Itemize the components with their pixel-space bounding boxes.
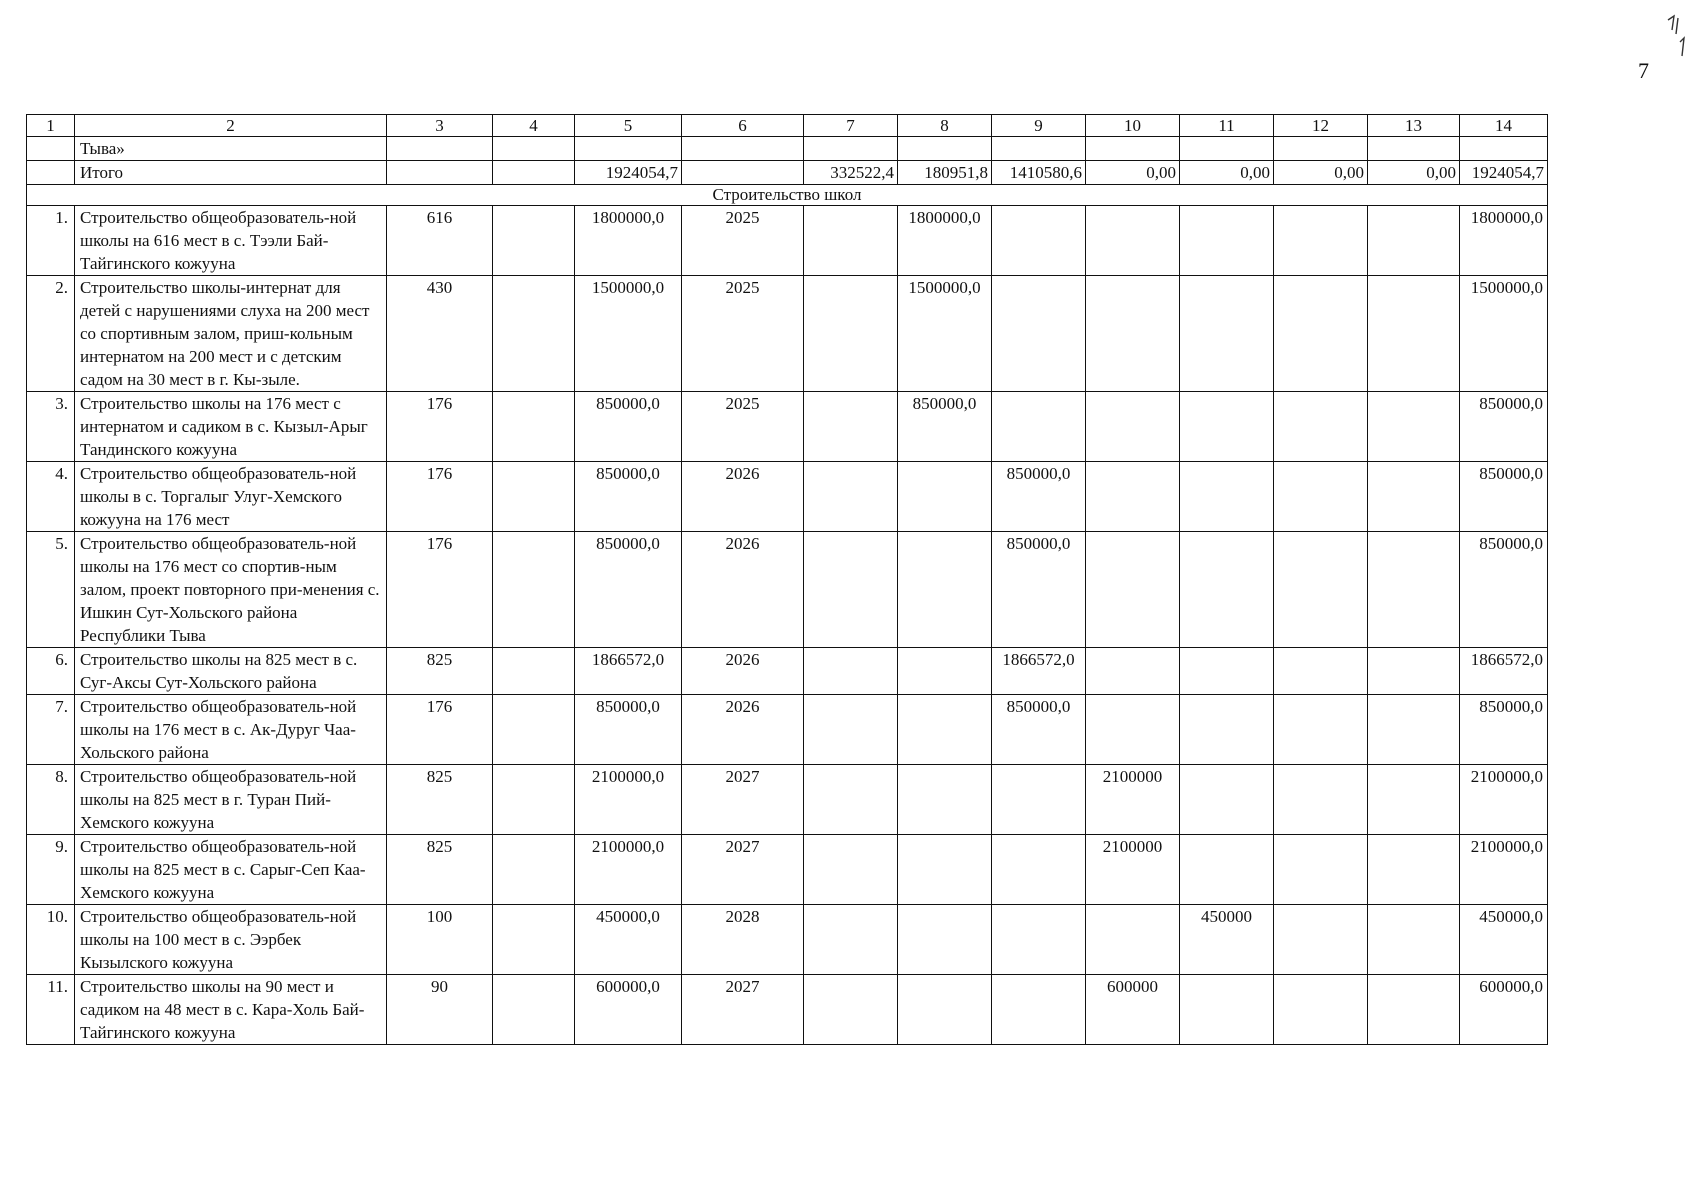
amount-2027-cell	[1086, 695, 1180, 765]
column-header-3: 3	[387, 115, 493, 137]
col-12-cell	[1274, 695, 1368, 765]
estimated-cost-cell: 850000,0	[575, 695, 682, 765]
amount-2028-cell	[1180, 835, 1274, 905]
column-header-row	[27, 115, 1548, 137]
amount-2025-cell: 1800000,0	[898, 206, 992, 276]
col-12-cell	[1274, 276, 1368, 392]
amount-2025-cell	[898, 765, 992, 835]
col-12-cell	[1274, 206, 1368, 276]
year-cell: 2027	[682, 975, 804, 1045]
year-cell: 2025	[682, 276, 804, 392]
capacity-cell: 100	[387, 905, 493, 975]
column-header-14: 14	[1460, 115, 1548, 137]
cell-empty	[387, 137, 493, 161]
totals-col-11: 0,00	[1180, 161, 1274, 185]
capacity-cell: 430	[387, 276, 493, 392]
col-12-cell	[1274, 648, 1368, 695]
table-row	[27, 206, 1548, 276]
cell-empty	[992, 137, 1086, 161]
object-name: Строительство школы на 90 мест и садиком на 48 мест в с. Кара-Холь Бай-Тайгинского кожууна	[75, 975, 387, 1045]
estimated-cost-cell: 2100000,0	[575, 765, 682, 835]
col-4-cell	[493, 975, 575, 1045]
col-4-cell	[493, 835, 575, 905]
totals-col-10: 0,00	[1086, 161, 1180, 185]
row-number: 6.	[27, 648, 75, 695]
estimated-cost-cell: 1866572,0	[575, 648, 682, 695]
amount-2028-cell	[1180, 206, 1274, 276]
row-number: 8.	[27, 765, 75, 835]
column-header-1: 1	[27, 115, 75, 137]
col-13-cell	[1368, 695, 1460, 765]
amount-2027-cell	[1086, 648, 1180, 695]
object-name: Строительство школы на 176 мест с интернатом и садиком в с. Кызыл-Арыг Тандинского кожууна	[75, 392, 387, 462]
row-number: 5.	[27, 532, 75, 648]
amount-2027-cell	[1086, 905, 1180, 975]
amount-2027-cell	[1086, 276, 1180, 392]
col-4-cell	[493, 392, 575, 462]
col-12-cell	[1274, 975, 1368, 1045]
amount-2027-cell	[1086, 206, 1180, 276]
totals-label: Итого	[75, 161, 387, 185]
row-number: 10.	[27, 905, 75, 975]
amount-2027-cell	[1086, 392, 1180, 462]
table-row	[27, 276, 1548, 392]
estimated-cost-cell: 600000,0	[575, 975, 682, 1045]
capacity-cell: 176	[387, 392, 493, 462]
capacity-cell: 176	[387, 462, 493, 532]
capacity-cell: 825	[387, 648, 493, 695]
object-name: Строительство общеобразователь-ной школы на 176 мест в с. Ак-Дуруг Чаа-Хольского района	[75, 695, 387, 765]
amount-2026-cell	[992, 975, 1086, 1045]
section-title-row	[27, 185, 1548, 206]
object-name: Строительство общеобразователь-ной школы на 616 мест в с. Тээли Бай-Тайгинского кожууна	[75, 206, 387, 276]
col-4-cell	[493, 532, 575, 648]
amount-2025-cell	[898, 695, 992, 765]
col-13-cell	[1368, 392, 1460, 462]
total-amount-cell: 1500000,0	[1460, 276, 1548, 392]
col-13-cell	[1368, 835, 1460, 905]
amount-2027-cell: 600000	[1086, 975, 1180, 1045]
col-7-cell	[804, 532, 898, 648]
totals-col-5: 1924054,7	[575, 161, 682, 185]
column-header-2: 2	[75, 115, 387, 137]
amount-2027-cell	[1086, 462, 1180, 532]
cell-empty	[27, 137, 75, 161]
col-13-cell	[1368, 765, 1460, 835]
total-amount-cell: 1800000,0	[1460, 206, 1548, 276]
col-7-cell	[804, 905, 898, 975]
col-12-cell	[1274, 392, 1368, 462]
col-4-cell	[493, 648, 575, 695]
capacity-cell: 90	[387, 975, 493, 1045]
column-header-12: 12	[1274, 115, 1368, 137]
capacity-cell: 616	[387, 206, 493, 276]
column-header-9: 9	[992, 115, 1086, 137]
amount-2026-cell	[992, 392, 1086, 462]
table-row	[27, 695, 1548, 765]
amount-2028-cell	[1180, 392, 1274, 462]
object-name: Строительство общеобразователь-ной школы на 100 мест в с. Ээрбек Кызылского кожууна	[75, 905, 387, 975]
amount-2025-cell	[898, 905, 992, 975]
handwritten-mark	[1664, 12, 1688, 62]
row-number: 1.	[27, 206, 75, 276]
estimated-cost-cell: 450000,0	[575, 905, 682, 975]
table-row	[27, 765, 1548, 835]
total-amount-cell: 850000,0	[1460, 695, 1548, 765]
total-amount-cell: 850000,0	[1460, 462, 1548, 532]
total-amount-cell: 450000,0	[1460, 905, 1548, 975]
row-number: 11.	[27, 975, 75, 1045]
col-4-cell	[493, 462, 575, 532]
col-7-cell	[804, 835, 898, 905]
amount-2027-cell: 2100000	[1086, 765, 1180, 835]
estimated-cost-cell: 850000,0	[575, 462, 682, 532]
col-13-cell	[1368, 532, 1460, 648]
totals-col-7: 332522,4	[804, 161, 898, 185]
year-cell: 2028	[682, 905, 804, 975]
totals-col-12: 0,00	[1274, 161, 1368, 185]
estimated-cost-cell: 2100000,0	[575, 835, 682, 905]
total-amount-cell: 600000,0	[1460, 975, 1548, 1045]
amount-2026-cell: 850000,0	[992, 532, 1086, 648]
table-row	[27, 462, 1548, 532]
row-number: 2.	[27, 276, 75, 392]
table-row	[27, 835, 1548, 905]
amount-2026-cell: 850000,0	[992, 462, 1086, 532]
totals-col-9: 1410580,6	[992, 161, 1086, 185]
amount-2025-cell: 850000,0	[898, 392, 992, 462]
col-12-cell	[1274, 835, 1368, 905]
row-number: 4.	[27, 462, 75, 532]
row-number: 7.	[27, 695, 75, 765]
capacity-cell: 825	[387, 765, 493, 835]
table-row	[27, 532, 1548, 648]
column-header-7: 7	[804, 115, 898, 137]
total-amount-cell: 850000,0	[1460, 392, 1548, 462]
col-12-cell	[1274, 765, 1368, 835]
estimated-cost-cell: 1500000,0	[575, 276, 682, 392]
col-13-cell	[1368, 206, 1460, 276]
col-13-cell	[1368, 276, 1460, 392]
continuation-row	[27, 137, 1548, 161]
cell-empty	[575, 137, 682, 161]
object-name: Строительство общеобразователь-ной школы на 825 мест в г. Туран Пий-Хемского кожууна	[75, 765, 387, 835]
col-12-cell	[1274, 462, 1368, 532]
cell-empty	[493, 137, 575, 161]
column-header-5: 5	[575, 115, 682, 137]
cell-empty	[804, 137, 898, 161]
year-cell: 2027	[682, 835, 804, 905]
row-number: 9.	[27, 835, 75, 905]
object-name: Строительство школы на 825 мест в с. Суг-Аксы Сут-Хольского района	[75, 648, 387, 695]
amount-2025-cell	[898, 532, 992, 648]
col-7-cell	[804, 462, 898, 532]
estimated-cost-cell: 850000,0	[575, 392, 682, 462]
totals-col-6	[682, 161, 804, 185]
capacity-cell: 176	[387, 532, 493, 648]
cell-empty	[1086, 137, 1180, 161]
amount-2028-cell	[1180, 532, 1274, 648]
amount-2026-cell	[992, 276, 1086, 392]
col-7-cell	[804, 765, 898, 835]
object-name: Строительство общеобразователь-ной школы на 825 мест в с. Сарыг-Сеп Каа-Хемского кожууна	[75, 835, 387, 905]
column-header-11: 11	[1180, 115, 1274, 137]
totals-col-13: 0,00	[1368, 161, 1460, 185]
col-7-cell	[804, 206, 898, 276]
amount-2028-cell	[1180, 765, 1274, 835]
capacity-cell: 825	[387, 835, 493, 905]
col-4-cell	[493, 276, 575, 392]
amount-2025-cell	[898, 975, 992, 1045]
col-12-cell	[1274, 532, 1368, 648]
amount-2026-cell	[992, 206, 1086, 276]
table-row	[27, 648, 1548, 695]
amount-2028-cell	[1180, 462, 1274, 532]
year-cell: 2027	[682, 765, 804, 835]
schools-construction-table	[26, 114, 1548, 1045]
capacity-cell: 176	[387, 695, 493, 765]
amount-2025-cell	[898, 648, 992, 695]
amount-2028-cell	[1180, 695, 1274, 765]
year-cell: 2026	[682, 695, 804, 765]
column-header-10: 10	[1086, 115, 1180, 137]
col-13-cell	[1368, 905, 1460, 975]
table-row	[27, 975, 1548, 1045]
year-cell: 2025	[682, 392, 804, 462]
year-cell: 2026	[682, 648, 804, 695]
col-12-cell	[1274, 905, 1368, 975]
amount-2025-cell	[898, 462, 992, 532]
col-4-cell	[493, 695, 575, 765]
cell-empty	[898, 137, 992, 161]
totals-col-14: 1924054,7	[1460, 161, 1548, 185]
column-header-8: 8	[898, 115, 992, 137]
column-header-13: 13	[1368, 115, 1460, 137]
amount-2028-cell	[1180, 276, 1274, 392]
year-cell: 2026	[682, 532, 804, 648]
amount-2026-cell	[992, 765, 1086, 835]
year-cell: 2026	[682, 462, 804, 532]
col-7-cell	[804, 695, 898, 765]
page-number: 7	[1638, 58, 1649, 83]
year-cell: 2025	[682, 206, 804, 276]
column-header-4: 4	[493, 115, 575, 137]
cell-empty	[1180, 137, 1274, 161]
total-amount-cell: 850000,0	[1460, 532, 1548, 648]
total-amount-cell: 1866572,0	[1460, 648, 1548, 695]
totals-col-4	[493, 161, 575, 185]
section-title: Строительство школ	[27, 185, 1548, 206]
totals-col-8: 180951,8	[898, 161, 992, 185]
column-header-6: 6	[682, 115, 804, 137]
col-4-cell	[493, 905, 575, 975]
amount-2026-cell: 850000,0	[992, 695, 1086, 765]
col-7-cell	[804, 648, 898, 695]
col-13-cell	[1368, 648, 1460, 695]
amount-2025-cell	[898, 835, 992, 905]
cell-empty	[27, 161, 75, 185]
col-13-cell	[1368, 975, 1460, 1045]
amount-2026-cell: 1866572,0	[992, 648, 1086, 695]
estimated-cost-cell: 1800000,0	[575, 206, 682, 276]
table-row	[27, 905, 1548, 975]
amount-2028-cell	[1180, 975, 1274, 1045]
object-name: Строительство школы-интернат для детей с нарушениями слуха на 200 мест со спортивным залом, приш-кольным интернатом на 200 мест и с детским садом на 30 мест в г. Кы-зыле.	[75, 276, 387, 392]
col-4-cell	[493, 765, 575, 835]
cell-empty	[1274, 137, 1368, 161]
row-number: 3.	[27, 392, 75, 462]
amount-2027-cell	[1086, 532, 1180, 648]
amount-2028-cell	[1180, 648, 1274, 695]
cell-empty	[1368, 137, 1460, 161]
col-7-cell	[804, 276, 898, 392]
continuation-text: Тыва»	[75, 137, 387, 161]
col-7-cell	[804, 975, 898, 1045]
col-13-cell	[1368, 462, 1460, 532]
amount-2028-cell: 450000	[1180, 905, 1274, 975]
totals-col-3	[387, 161, 493, 185]
estimated-cost-cell: 850000,0	[575, 532, 682, 648]
object-name: Строительство общеобразователь-ной школы в с. Торгалыг Улуг-Хемского кожууна на 176 мест	[75, 462, 387, 532]
object-name: Строительство общеобразователь-ной школы на 176 мест со спортив-ным залом, проект повторного при-менения с. Ишкин Сут-Хольского района Республики Тыва	[75, 532, 387, 648]
amount-2025-cell: 1500000,0	[898, 276, 992, 392]
cell-empty	[682, 137, 804, 161]
amount-2026-cell	[992, 835, 1086, 905]
amount-2027-cell: 2100000	[1086, 835, 1180, 905]
col-7-cell	[804, 392, 898, 462]
total-amount-cell: 2100000,0	[1460, 765, 1548, 835]
totals-row	[27, 161, 1548, 185]
col-4-cell	[493, 206, 575, 276]
total-amount-cell: 2100000,0	[1460, 835, 1548, 905]
amount-2026-cell	[992, 905, 1086, 975]
table-row	[27, 392, 1548, 462]
cell-empty	[1460, 137, 1548, 161]
